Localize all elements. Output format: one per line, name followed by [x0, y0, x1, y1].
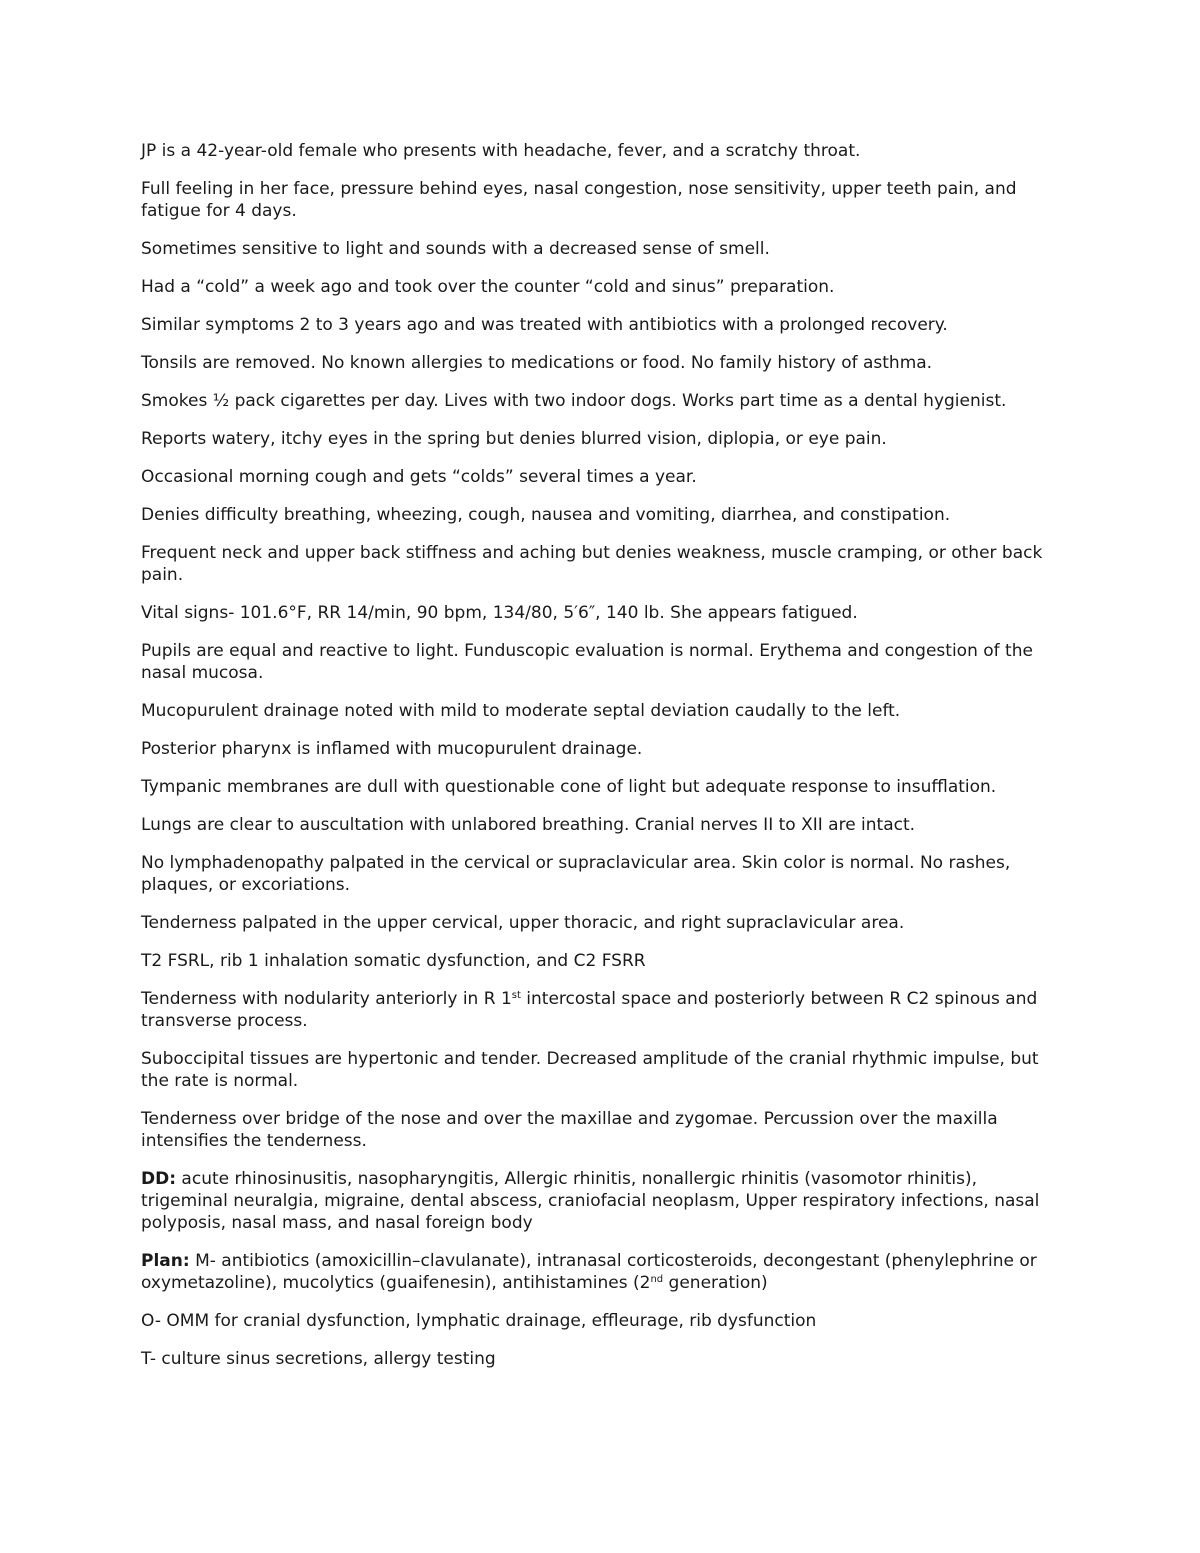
- paragraph-social-history: Smokes ½ pack cigarettes per day. Lives with two indoor dogs. Works part time as a dental hygienist.: [141, 391, 1007, 411]
- nodularity-superscript: st: [511, 990, 521, 1001]
- paragraph-vital-signs: Vital signs- 101.6°F, RR 14/min, 90 bpm, 134/80, 5′6″, 140 lb. She appears fatigued.: [141, 603, 858, 623]
- paragraph-denials: Denies difficulty breathing, wheezing, cough, nausea and vomiting, diarrhea, and constipation.: [141, 505, 951, 525]
- paragraph-pupils: Pupils are equal and reactive to light. Funduscopic evaluation is normal. Erythema and congestion of the nasal mucosa.: [141, 641, 1033, 683]
- dd-text: acute rhinosinusitis, nasopharyngitis, Allergic rhinitis, nonallergic rhinitis (vasomotor rhinitis), trigeminal neuralgia, migraine, dental abscess, craniofacial neoplasm, Upper respiratory infections, nasal polyposis, nasal mass, and nasal foreign body: [141, 1169, 1040, 1233]
- paragraph-tenderness-nodularity: [141, 988, 1061, 1032]
- paragraph-lymph: No lymphadenopathy palpated in the cervical or supraclavicular area. Skin color is normal. No rashes, plaques, or excoriations.: [141, 853, 1011, 895]
- plan-text: M- antibiotics (amoxicillin–clavulanate), intranasal corticosteroids, decongestant (phenylephrine or oxymetazoline), mucolytics (guaifenesin), antihistamines (2: [141, 1251, 1037, 1293]
- paragraph-allergies: Tonsils are removed. No known allergies to medications or food. No family history of asthma.: [141, 353, 933, 373]
- nodularity-text-before: Tenderness with nodularity anteriorly in R 1: [141, 989, 512, 1009]
- document-body: [141, 140, 1061, 1386]
- paragraph-drainage: Mucopurulent drainage noted with mild to moderate septal deviation caudally to the left.: [141, 701, 901, 721]
- nodularity-text-after: intercostal space and posteriorly between R C2 spinous and transverse process.: [141, 989, 1038, 1031]
- paragraph-differential-diagnosis: [141, 1168, 1061, 1234]
- paragraph-recent-cold: Had a “cold” a week ago and took over the counter “cold and sinus” preparation.: [141, 277, 835, 297]
- paragraph-plan-testing: T- culture sinus secretions, allergy testing: [141, 1349, 496, 1369]
- paragraph-chief-complaint: JP is a 42-year-old female who presents with headache, fever, and a scratchy throat.: [141, 141, 861, 161]
- paragraph-plan-omm: O- OMM for cranial dysfunction, lymphatic drainage, effleurage, rib dysfunction: [141, 1311, 817, 1331]
- plan-label: Plan:: [141, 1251, 190, 1271]
- paragraph-history: Similar symptoms 2 to 3 years ago and was treated with antibiotics with a prolonged recovery.: [141, 315, 948, 335]
- paragraph-suboccipital: Suboccipital tissues are hypertonic and tender. Decreased amplitude of the cranial rhythmic impulse, but the rate is normal.: [141, 1049, 1039, 1091]
- paragraph-nose-tenderness: Tenderness over bridge of the nose and over the maxillae and zygomae. Percussion over the maxilla intensifies the tenderness.: [141, 1109, 998, 1151]
- dd-label: DD:: [141, 1169, 177, 1189]
- paragraph-tympanic: Tympanic membranes are dull with questionable cone of light but adequate response to insufflation.: [141, 777, 997, 797]
- paragraph-cough: Occasional morning cough and gets “colds” several times a year.: [141, 467, 697, 487]
- plan-superscript: nd: [650, 1274, 664, 1285]
- paragraph-somatic-dysfunction: T2 FSRL, rib 1 inhalation somatic dysfunction, and C2 FSRR: [141, 951, 646, 971]
- paragraph-eyes: Reports watery, itchy eyes in the spring but denies blurred vision, diplopia, or eye pain.: [141, 429, 887, 449]
- paragraph-tenderness-palpated: Tenderness palpated in the upper cervical, upper thoracic, and right supraclavicular area.: [141, 913, 905, 933]
- paragraph-symptoms: Full feeling in her face, pressure behind eyes, nasal congestion, nose sensitivity, upper teeth pain, and fatigue for 4 days.: [141, 179, 1017, 221]
- plan-text-after: generation): [663, 1273, 768, 1293]
- paragraph-musculoskeletal: Frequent neck and upper back stiffness and aching but denies weakness, muscle cramping, or other back pain.: [141, 543, 1043, 585]
- paragraph-pharynx: Posterior pharynx is inflamed with mucopurulent drainage.: [141, 739, 643, 759]
- paragraph-sensitivity: Sometimes sensitive to light and sounds with a decreased sense of smell.: [141, 239, 770, 259]
- paragraph-plan: [141, 1250, 1061, 1294]
- paragraph-lungs: Lungs are clear to auscultation with unlabored breathing. Cranial nerves II to XII are intact.: [141, 815, 916, 835]
